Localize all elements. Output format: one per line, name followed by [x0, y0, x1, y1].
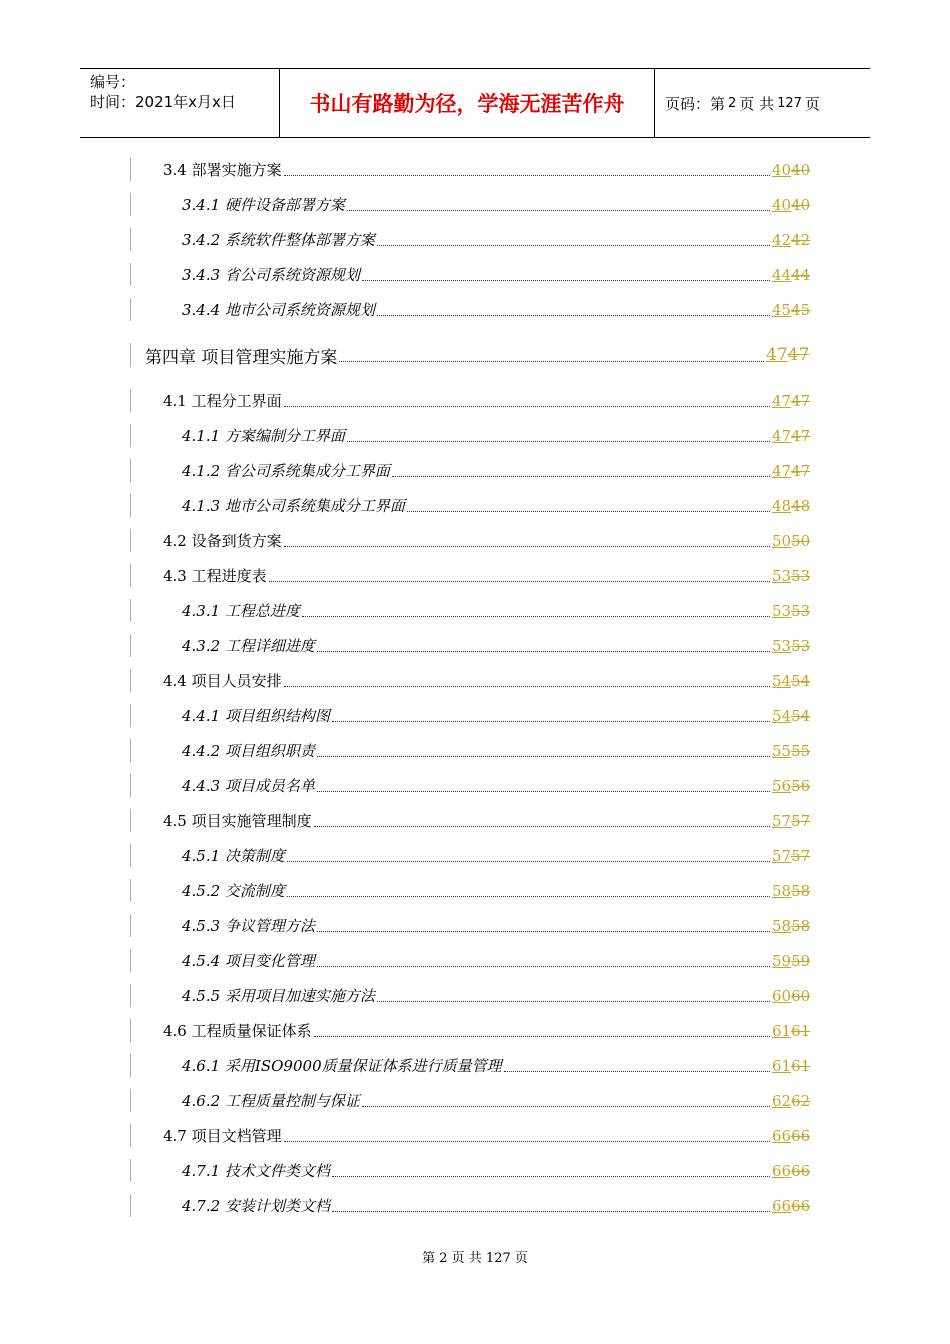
toc-entry[interactable] [130, 1048, 811, 1083]
toc-page-link[interactable]: 53 [772, 636, 792, 655]
page-label-suffix: 页 [804, 94, 820, 113]
toc-page-link[interactable]: 47 [772, 391, 792, 410]
toc-page-number[interactable] [772, 671, 811, 690]
toc-dot-leader [302, 616, 770, 617]
toc-page-link[interactable]: 60 [772, 986, 792, 1005]
toc-page-number[interactable] [772, 1021, 811, 1040]
toc-entry-title: 4.6.2 工程质量控制与保证 [182, 1092, 360, 1110]
toc-page-number[interactable] [772, 916, 811, 935]
toc-entry-title: 4.3 工程进度表 [163, 567, 267, 585]
toc-dot-leader [332, 1211, 770, 1212]
toc-entry-title: 4.5.2 交流制度 [182, 882, 285, 900]
toc-dot-leader [317, 756, 770, 757]
toc-page-number[interactable] [772, 265, 811, 284]
toc-page-link[interactable]: 61 [772, 1021, 792, 1040]
toc-page-link[interactable]: 57 [772, 811, 792, 830]
toc-dot-leader [287, 896, 770, 897]
toc-page-number[interactable] [772, 846, 811, 865]
toc-entry[interactable] [130, 292, 811, 327]
toc-page-deleted: 57 [791, 846, 811, 865]
toc-page-number[interactable] [772, 195, 811, 214]
toc-dot-leader [284, 686, 770, 687]
toc-page-deleted: 60 [791, 986, 811, 1005]
toc-dot-leader [377, 315, 770, 316]
toc-page-number[interactable] [772, 391, 811, 410]
toc-page-link[interactable]: 57 [772, 846, 792, 865]
toc-entry-title: 4.6.1 采用ISO9000质量保证体系进行质量管理 [182, 1057, 502, 1075]
toc-entry-title: 4.5.3 争议管理方法 [182, 917, 315, 935]
toc-page-number[interactable] [772, 811, 811, 830]
toc-page-deleted: 53 [791, 636, 811, 655]
toc-page-deleted: 56 [791, 776, 811, 795]
toc-page-link[interactable]: 44 [772, 265, 792, 284]
toc-page-link[interactable]: 45 [772, 300, 792, 319]
toc-page-link[interactable]: 61 [772, 1056, 792, 1075]
toc-page-link[interactable]: 47 [772, 426, 792, 445]
toc-entry-title: 3.4.2 系统软件整体部署方案 [182, 231, 375, 249]
toc-page-deleted: 66 [791, 1126, 811, 1145]
toc-page-deleted: 55 [791, 741, 811, 760]
table-of-contents [130, 152, 811, 1223]
toc-entry[interactable] [130, 327, 810, 383]
toc-page-deleted: 66 [791, 1196, 811, 1215]
toc-page-link[interactable]: 66 [772, 1126, 792, 1145]
toc-page-deleted: 53 [791, 566, 811, 585]
toc-entry-title: 4.1 工程分工界面 [163, 392, 282, 410]
toc-page-deleted: 47 [791, 426, 811, 445]
toc-entry-title: 4.4 项目人员安排 [163, 672, 282, 690]
toc-entry-title: 4.6 工程质量保证体系 [163, 1022, 312, 1040]
toc-page-deleted: 40 [791, 195, 811, 214]
toc-page-number[interactable] [772, 426, 811, 445]
toc-entry[interactable] [130, 593, 811, 628]
toc-page-link[interactable]: 40 [772, 195, 792, 214]
toc-entry[interactable] [130, 523, 811, 558]
time-label: 时间：2021年x月x日 [90, 93, 236, 111]
toc-dot-leader [332, 1176, 770, 1177]
toc-entry[interactable] [130, 803, 811, 838]
toc-entry[interactable] [130, 838, 811, 873]
toc-page-number[interactable] [772, 160, 811, 179]
toc-entry[interactable] [130, 768, 811, 803]
page-footer: 第 2 页 共 127 页 [422, 1251, 528, 1266]
toc-page-number[interactable] [772, 1091, 811, 1110]
toc-entry-title: 3.4.4 地市公司系统资源规划 [182, 301, 375, 319]
toc-page-link[interactable]: 53 [772, 601, 792, 620]
toc-page-number[interactable] [772, 741, 811, 760]
toc-entry-title: 3.4.1 硬件设备部署方案 [182, 196, 345, 214]
toc-entry-title: 4.4.2 项目组织职责 [182, 742, 315, 760]
toc-entry[interactable] [130, 222, 811, 257]
toc-dot-leader [284, 406, 770, 407]
toc-entry[interactable] [130, 453, 811, 488]
toc-page-number[interactable] [772, 706, 811, 725]
page-label-mid: 页 共 [739, 94, 775, 113]
toc-page-number[interactable] [772, 1196, 811, 1215]
toc-page-number[interactable] [772, 230, 811, 249]
toc-dot-leader [377, 1001, 770, 1002]
toc-entry-title: 4.3.1 工程总进度 [182, 602, 300, 620]
toc-entry-title: 4.1.1 方案编制分工界面 [182, 427, 345, 445]
toc-entry-title: 4.4.1 项目组织结构图 [182, 707, 330, 725]
toc-page-deleted: 48 [791, 496, 811, 515]
toc-page-number[interactable] [772, 601, 811, 620]
toc-page-deleted: 42 [791, 230, 811, 249]
toc-page-number[interactable] [772, 566, 811, 585]
toc-entry[interactable] [130, 698, 811, 733]
toc-page-link[interactable]: 47 [766, 345, 788, 365]
toc-page-number[interactable] [772, 776, 811, 795]
toc-dot-leader [362, 280, 770, 281]
toc-entry-title: 4.5.1 决策制度 [182, 847, 285, 865]
toc-page-deleted: 40 [791, 160, 811, 179]
toc-entry-title: 3.4 部署实施方案 [163, 161, 282, 179]
toc-dot-leader [347, 441, 770, 442]
toc-page-link[interactable]: 54 [772, 706, 792, 725]
toc-entry-title: 4.5 项目实施管理制度 [163, 812, 312, 830]
toc-entry-title: 4.2 设备到货方案 [163, 532, 282, 550]
toc-dot-leader [339, 361, 764, 362]
toc-dot-leader [317, 791, 770, 792]
toc-page-deleted: 59 [791, 951, 811, 970]
number-label: 编号： [90, 73, 136, 91]
toc-page-number[interactable] [772, 881, 811, 900]
toc-page-number[interactable] [772, 461, 811, 480]
toc-page-link[interactable]: 47 [772, 461, 792, 480]
toc-page-number[interactable] [772, 1161, 811, 1180]
toc-page-deleted: 54 [791, 671, 811, 690]
header-page-info [655, 69, 870, 137]
toc-page-link[interactable]: 62 [772, 1091, 792, 1110]
toc-entry[interactable] [130, 418, 811, 453]
toc-page-number[interactable] [772, 951, 811, 970]
toc-dot-leader [407, 511, 770, 512]
toc-entry[interactable] [130, 908, 811, 943]
toc-dot-leader [392, 476, 770, 477]
toc-entry[interactable] [130, 873, 811, 908]
toc-entry[interactable] [130, 1013, 811, 1048]
toc-page-deleted: 66 [791, 1161, 811, 1180]
toc-page-link[interactable]: 55 [772, 741, 792, 760]
toc-entry-title: 4.4.3 项目成员名单 [182, 777, 315, 795]
toc-entry[interactable] [130, 257, 811, 292]
toc-page-deleted: 61 [791, 1056, 811, 1075]
toc-page-number[interactable] [772, 1126, 811, 1145]
toc-page-deleted: 44 [791, 265, 811, 284]
toc-entry-title: 4.5.4 项目变化管理 [182, 952, 315, 970]
toc-entry-title: 第四章 项目管理实施方案 [145, 347, 338, 368]
toc-dot-leader [504, 1071, 770, 1072]
toc-dot-leader [287, 861, 770, 862]
toc-dot-leader [332, 721, 770, 722]
page-total: 127 [777, 95, 802, 111]
toc-entry[interactable] [130, 978, 811, 1013]
toc-entry[interactable] [130, 558, 811, 593]
toc-entry[interactable] [130, 383, 811, 418]
toc-entry[interactable] [130, 1153, 811, 1188]
toc-entry[interactable] [130, 187, 811, 222]
toc-entry-title: 4.7.1 技术文件类文档 [182, 1162, 330, 1180]
toc-dot-leader [284, 1141, 770, 1142]
toc-entry[interactable] [130, 1118, 811, 1153]
toc-page-link[interactable]: 54 [772, 671, 792, 690]
toc-dot-leader [317, 931, 770, 932]
toc-entry-title: 3.4.3 省公司系统资源规划 [182, 266, 360, 284]
toc-entry[interactable] [130, 152, 811, 187]
toc-page-link[interactable]: 40 [772, 160, 792, 179]
toc-entry[interactable] [130, 628, 811, 663]
toc-page-deleted: 58 [791, 916, 811, 935]
toc-page-link[interactable]: 66 [772, 1161, 792, 1180]
toc-entry-title: 4.5.5 采用项目加速实施方法 [182, 987, 375, 1005]
toc-page-link[interactable]: 56 [772, 776, 792, 795]
toc-dot-leader [284, 175, 770, 176]
toc-page-link[interactable]: 50 [772, 531, 792, 550]
toc-entry-title: 4.1.3 地市公司系统集成分工界面 [182, 497, 405, 515]
page-label-prefix: 页码：第 [665, 94, 726, 113]
toc-dot-leader [314, 1036, 770, 1037]
toc-page-deleted: 58 [791, 881, 811, 900]
toc-entry-title: 4.3.2 工程详细进度 [182, 637, 315, 655]
toc-entry[interactable] [130, 1083, 811, 1118]
toc-page-link[interactable]: 42 [772, 230, 792, 249]
toc-entry[interactable] [130, 663, 811, 698]
toc-page-deleted: 54 [791, 706, 811, 725]
toc-entry-title: 4.7.2 安装计划类文档 [182, 1197, 330, 1215]
toc-entry[interactable] [130, 1188, 811, 1223]
toc-page-number[interactable] [772, 496, 811, 515]
toc-page-link[interactable]: 66 [772, 1196, 792, 1215]
toc-entry[interactable] [130, 943, 811, 978]
toc-page-number[interactable] [772, 1056, 811, 1075]
toc-page-link[interactable]: 58 [772, 881, 792, 900]
toc-page-link[interactable]: 48 [772, 496, 792, 515]
toc-page-number[interactable] [772, 986, 811, 1005]
toc-dot-leader [377, 245, 770, 246]
toc-page-deleted: 47 [787, 345, 810, 365]
toc-page-number[interactable] [766, 345, 810, 365]
toc-dot-leader [269, 581, 770, 582]
toc-entry[interactable] [130, 733, 811, 768]
toc-page-deleted: 45 [791, 300, 811, 319]
page-current: 2 [728, 95, 737, 111]
toc-entry[interactable] [130, 488, 811, 523]
toc-page-link[interactable]: 58 [772, 916, 792, 935]
toc-page-link[interactable]: 59 [772, 951, 792, 970]
header-motto: 书山有路勤为径，学海无涯苦作舟 [280, 69, 655, 137]
toc-dot-leader [362, 1106, 770, 1107]
toc-page-deleted: 47 [791, 391, 811, 410]
toc-page-deleted: 62 [791, 1091, 811, 1110]
toc-page-deleted: 47 [791, 461, 811, 480]
toc-page-deleted: 57 [791, 811, 811, 830]
toc-page-deleted: 53 [791, 601, 811, 620]
toc-page-deleted: 50 [791, 531, 811, 550]
page-header [80, 68, 870, 138]
toc-dot-leader [317, 651, 770, 652]
toc-page-link[interactable]: 53 [772, 566, 792, 585]
header-meta [80, 69, 280, 137]
toc-page-number[interactable] [772, 300, 811, 319]
toc-entry-title: 4.7 项目文档管理 [163, 1127, 282, 1145]
toc-dot-leader [317, 966, 770, 967]
toc-page-number[interactable] [772, 531, 811, 550]
toc-page-number[interactable] [772, 636, 811, 655]
toc-dot-leader [347, 210, 770, 211]
toc-page-deleted: 61 [791, 1021, 811, 1040]
toc-dot-leader [314, 826, 770, 827]
toc-dot-leader [284, 546, 770, 547]
toc-entry-title: 4.1.2 省公司系统集成分工界面 [182, 462, 390, 480]
